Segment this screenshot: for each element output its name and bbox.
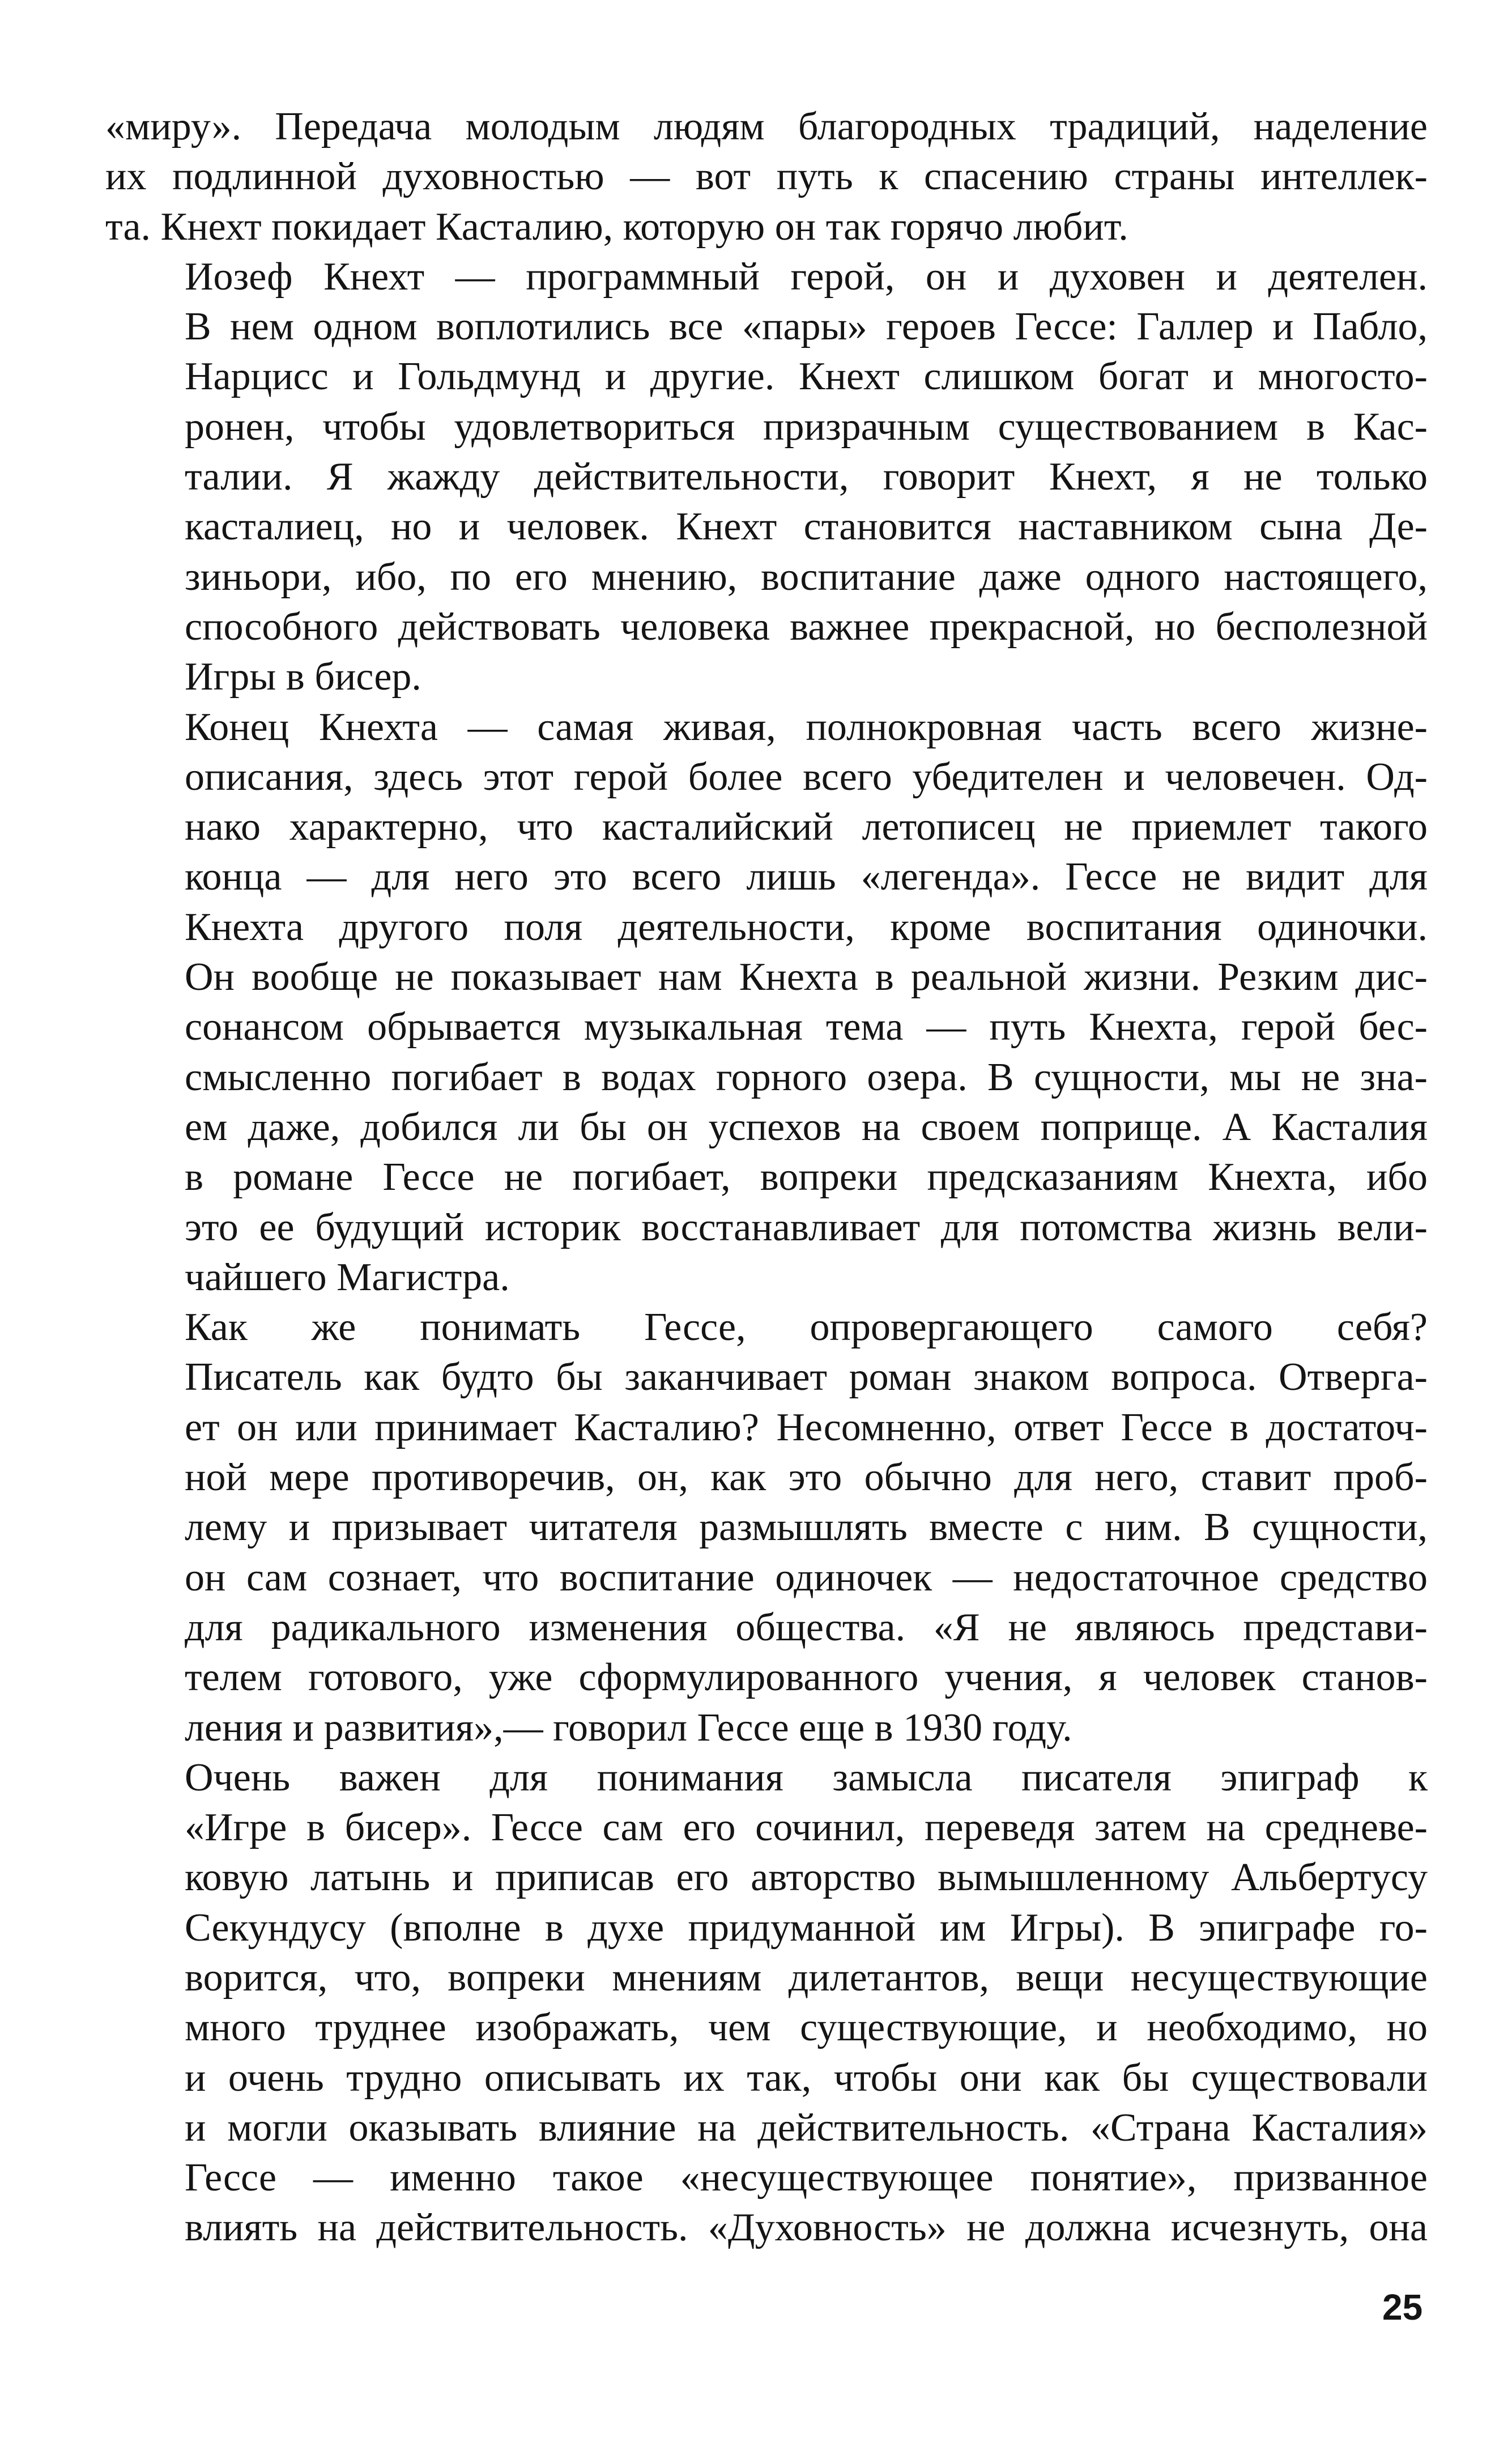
- text-line: для радикального изменения общества. «Я не являюсь представи-: [185, 1605, 1428, 1649]
- text-line: ронен, чтобы удовлетвориться призрачным существованием в Кас-: [185, 405, 1428, 449]
- text-line: много труднее изображать, чем существующие, и необходимо, но: [185, 2006, 1428, 2050]
- text-line: Игры в бисер.: [185, 655, 421, 699]
- text-line: «миру». Передача молодым людям благородных традиций, наделение: [105, 105, 1428, 148]
- text-line: ворится, что, вопреки мнениям дилетантов, вещи несуществующие: [185, 1955, 1428, 2000]
- text-line: это ее будущий историк восстанавливает для потомства жизнь вели-: [185, 1205, 1428, 1249]
- paragraph-5: [105, 1753, 1428, 2253]
- text-line: и могли оказывать влияние на действительность. «Страна Касталия»: [185, 2105, 1428, 2150]
- text-line: описания, здесь этот герой более всего убедителен и человечен. Од-: [185, 755, 1428, 799]
- text-line: ет он или принимает Касталию? Несомненно, ответ Гессе в достаточ-: [185, 1405, 1428, 1449]
- paragraph-1: [105, 102, 1428, 252]
- text-line: касталиец, но и человек. Кнехт становится наставником сына Де-: [185, 505, 1428, 549]
- text-line: Секундусу (вполне в духе придуманной им Игры). В эпиграфе го-: [185, 1905, 1428, 1950]
- text-line: Гессе — именно такое «несуществующее понятие», призванное: [185, 2156, 1428, 2200]
- text-line: ковую латынь и приписав его авторство вымышленному Альбертусу: [185, 1856, 1428, 1900]
- text-line: Конец Кнехта — самая живая, полнокровная часть всего жизне-: [185, 705, 1428, 749]
- text-line: В нем одном воплотились все «пары» героев Гессе: Галлер и Пабло,: [185, 305, 1428, 349]
- text-line: ем даже, добился ли бы он успехов на своем поприще. А Касталия: [185, 1105, 1428, 1149]
- text-line: Писатель как будто бы заканчивает роман знаком вопроса. Отверга-: [185, 1355, 1428, 1399]
- text-line: Как же понимать Гессе, опровергающего самого себя?: [185, 1305, 1428, 1350]
- text-line: Очень важен для понимания замысла писателя эпиграф к: [185, 1755, 1428, 1800]
- text-line: та. Кнехт покидает Касталию, которую он так горячо любит.: [105, 205, 1128, 249]
- text-line: ной мере противоречив, он, как это обычно для него, ставит проб-: [185, 1456, 1428, 1500]
- text-line: в романе Гессе не погибает, вопреки предсказаниям Кнехта, ибо: [185, 1155, 1428, 1199]
- text-line: телем готового, уже сформулированного учения, я человек станов-: [185, 1656, 1428, 1700]
- text-line: Кнехта другого поля деятельности, кроме воспитания одиночки.: [185, 905, 1428, 949]
- paragraph-3: [105, 703, 1428, 1303]
- text-line: влиять на действительность. «Духовность» не должна исчезнуть, она: [185, 2206, 1428, 2250]
- text-line: талии. Я жажду действительности, говорит Кнехт, я не только: [185, 455, 1428, 499]
- book-page: [105, 102, 1428, 2312]
- text-line: «Игре в бисер». Гессе сам его сочинил, переведя затем на средневе-: [185, 1806, 1428, 1850]
- text-line: Он вообще не показывает нам Кнехта в реальной жизни. Резким дис-: [185, 955, 1428, 999]
- text-line: смысленно погибает в водах горного озера. В сущности, мы не зна-: [185, 1055, 1428, 1099]
- text-line: способного действовать человека важнее прекрасной, но бесполезной: [185, 605, 1428, 649]
- text-line: нако характерно, что касталийский летописец не приемлет такого: [185, 805, 1428, 849]
- text-line: зиньори, ибо, по его мнению, воспитание даже одного настоящего,: [185, 555, 1428, 599]
- text-line: ления и развития»,— говорил Гессе еще в 1930 году.: [185, 1705, 1072, 1750]
- text-line: их подлинной духовностью — вот путь к спасению страны интеллек-: [105, 155, 1428, 199]
- text-line: сонансом обрывается музыкальная тема — путь Кнехта, герой бес-: [185, 1005, 1428, 1049]
- page-number: 25: [1382, 2287, 1423, 2328]
- paragraph-2: [105, 252, 1428, 703]
- text-line: он сам сознает, что воспитание одиночек — недостаточное средство: [185, 1555, 1428, 1600]
- text-line: Нарцисс и Гольдмунд и другие. Кнехт слишком богат и многосто-: [185, 355, 1428, 399]
- text-line: и очень трудно описывать их так, чтобы они как бы существовали: [185, 2056, 1428, 2100]
- text-line: лему и призывает читателя размышлять вместе с ним. В сущности,: [185, 1505, 1428, 1550]
- text-line: Иозеф Кнехт — программный герой, он и духовен и деятелен.: [185, 254, 1428, 299]
- text-line: конца — для него это всего лишь «легенда». Гессе не видит для: [185, 855, 1428, 899]
- paragraph-4: [105, 1303, 1428, 1753]
- text-line: чайшего Магистра.: [185, 1255, 510, 1299]
